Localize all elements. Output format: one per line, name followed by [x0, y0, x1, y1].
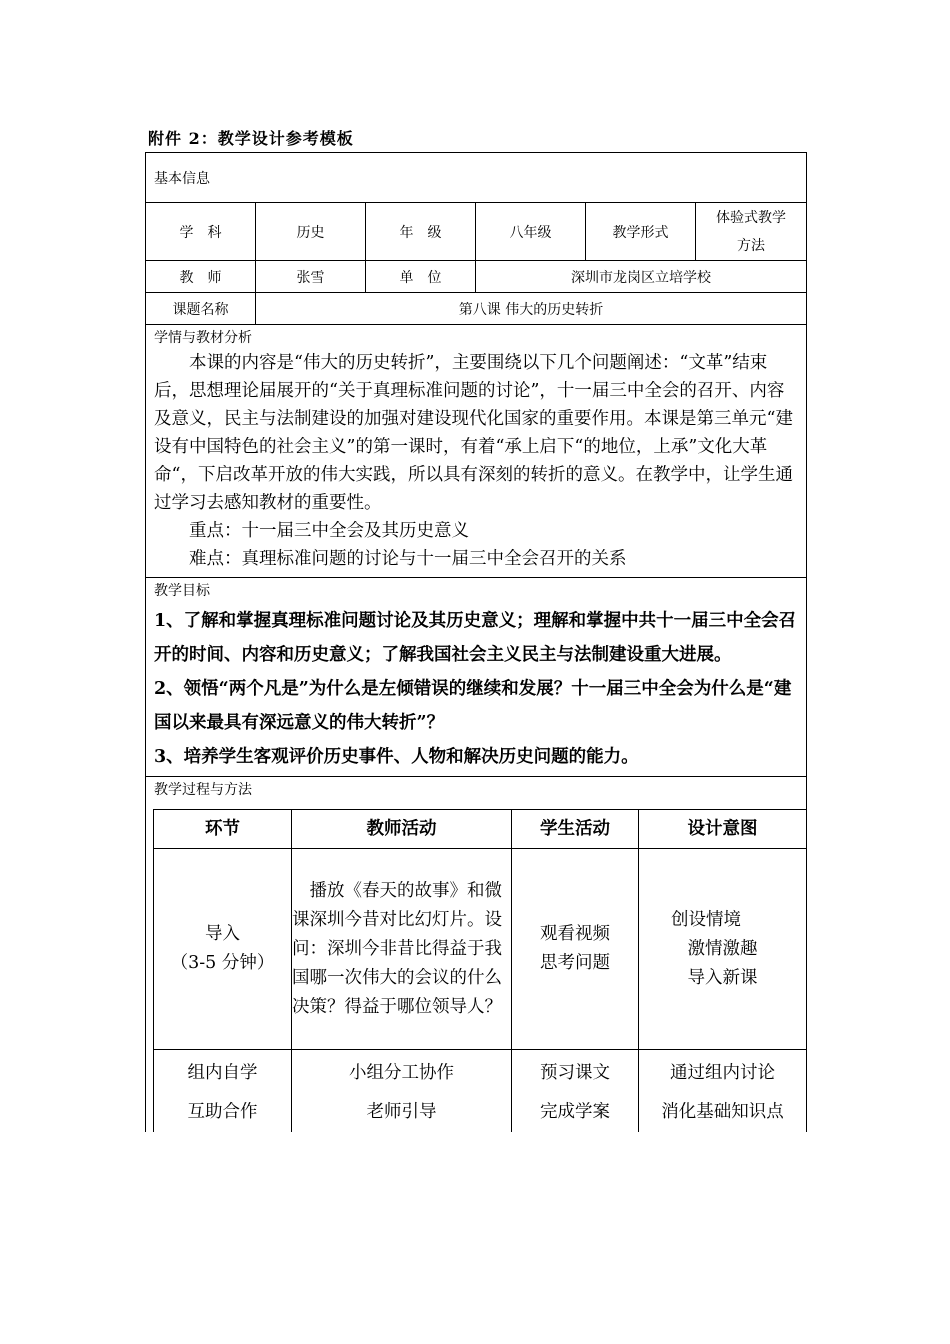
- table-row: [154, 849, 807, 1050]
- design-intent-cell: [639, 1050, 807, 1133]
- subject-value: 历史: [256, 203, 366, 261]
- stage-name: 导入: [205, 924, 240, 944]
- teacher-activity-line: 小组分工协作: [349, 1063, 454, 1083]
- unit-label: 单 位: [366, 261, 476, 293]
- form-label: 教学形式: [586, 203, 696, 261]
- student-activity-cell: [512, 849, 639, 1050]
- form-value: [696, 203, 807, 261]
- process-table: [153, 809, 807, 1132]
- basic-info-label: 基本信息: [146, 153, 807, 203]
- document-title: 附件 2：教学设计参考模板: [148, 129, 354, 148]
- stage-name-line2: 互助合作: [187, 1102, 258, 1122]
- lesson-plan-table: [145, 152, 807, 1132]
- goal-item-1: 1、了解和掌握真理标准问题讨论及其历史意义；理解和掌握中共十一届三中全会召开的时间、内容和历史意义；了解我国社会主义民主与法制建设重大进展。: [154, 611, 797, 665]
- stage-cell: [154, 1050, 292, 1133]
- stage-name: 组内自学: [187, 1063, 258, 1083]
- goals-label: 教学目标: [154, 583, 210, 599]
- header-design-intent: 设计意图: [639, 810, 807, 849]
- process-label: 教学过程与方法: [154, 782, 252, 798]
- goals-cell: [146, 578, 807, 777]
- analysis-cell: [146, 325, 807, 578]
- student-activity-cell: [512, 1050, 639, 1133]
- teacher-activity: 播放《春天的故事》和微课深圳今昔对比幻灯片。设问：深圳今非昔比得益于我国哪一次伟大的会议的什么决策？得益于哪位领导人？: [292, 849, 512, 1050]
- goal-item-3: 3、培养学生客观评价历史事件、人物和解决历史问题的能力。: [154, 747, 639, 767]
- teacher-value: 张雪: [256, 261, 366, 293]
- teacher-activity-line: 老师引导: [366, 1102, 437, 1122]
- student-activity-line: 完成学案: [540, 1102, 610, 1122]
- design-intent-line: 激情激趣: [687, 938, 758, 959]
- teacher-activity-cell: [292, 1050, 512, 1133]
- design-intent-line: 通过组内讨论: [670, 1063, 775, 1083]
- form-value-line1: 体验式教学: [716, 209, 787, 226]
- difficulty-point: 难点：真理标准问题的讨论与十一届三中全会召开的关系: [189, 549, 627, 569]
- analysis-paragraph: 本课的内容是“伟大的历史转折”，主要围绕以下几个问题阐述：“文革”结束后，思想理论届展开的“关于真理标准问题的讨论”，十一届三中全会的召开、内容及意义，民主与法制建设的加强对建设现代化国家的重要作用。本课是第三单元“建设有中国特色的社会主义”的第一课时，有着“承上启下“的地位，上承”文化大革命“，下启改革开放的伟大实践，所以具有深刻的转折的意义。在教学中，让学生通过学习去感知教材的重要性。: [154, 353, 793, 513]
- grade-label: 年 级: [366, 203, 476, 261]
- header-student-activity: 学生活动: [512, 810, 639, 849]
- form-value-line2: 方法: [737, 237, 766, 254]
- header-stage: 环节: [154, 810, 292, 849]
- subject-label: 学 科: [146, 203, 256, 261]
- lesson-label: 课题名称: [146, 293, 256, 325]
- goal-item-2: 2、领悟“两个凡是”为什么是左倾错误的继续和发展？十一届三中全会为什么是“建国以来最具有深远意义的伟大转折”？: [154, 679, 792, 733]
- unit-value: 深圳市龙岗区立培学校: [476, 261, 807, 293]
- stage-duration: （3-5 分钟）: [170, 953, 275, 973]
- table-row: [154, 1050, 807, 1133]
- analysis-label: 学情与教材分析: [154, 330, 252, 346]
- design-intent-line: 创设情境: [671, 909, 741, 930]
- key-point: 重点：十一届三中全会及其历史意义: [189, 521, 469, 541]
- header-teacher-activity: 教师活动: [292, 810, 512, 849]
- student-activity-line: 观看视频: [540, 924, 610, 944]
- design-intent-cell: [639, 849, 807, 1050]
- lesson-value: 第八课 伟大的历史转折: [256, 293, 807, 325]
- student-activity-line: 思考问题: [540, 953, 610, 973]
- student-activity-line: 预习课文: [540, 1063, 610, 1083]
- grade-value: 八年级: [476, 203, 586, 261]
- teacher-label: 教 师: [146, 261, 256, 293]
- process-cell: [146, 777, 807, 1133]
- design-intent-line: 消化基础知识点: [661, 1102, 784, 1122]
- stage-cell: [154, 849, 292, 1050]
- design-intent-line: 导入新课: [687, 967, 758, 988]
